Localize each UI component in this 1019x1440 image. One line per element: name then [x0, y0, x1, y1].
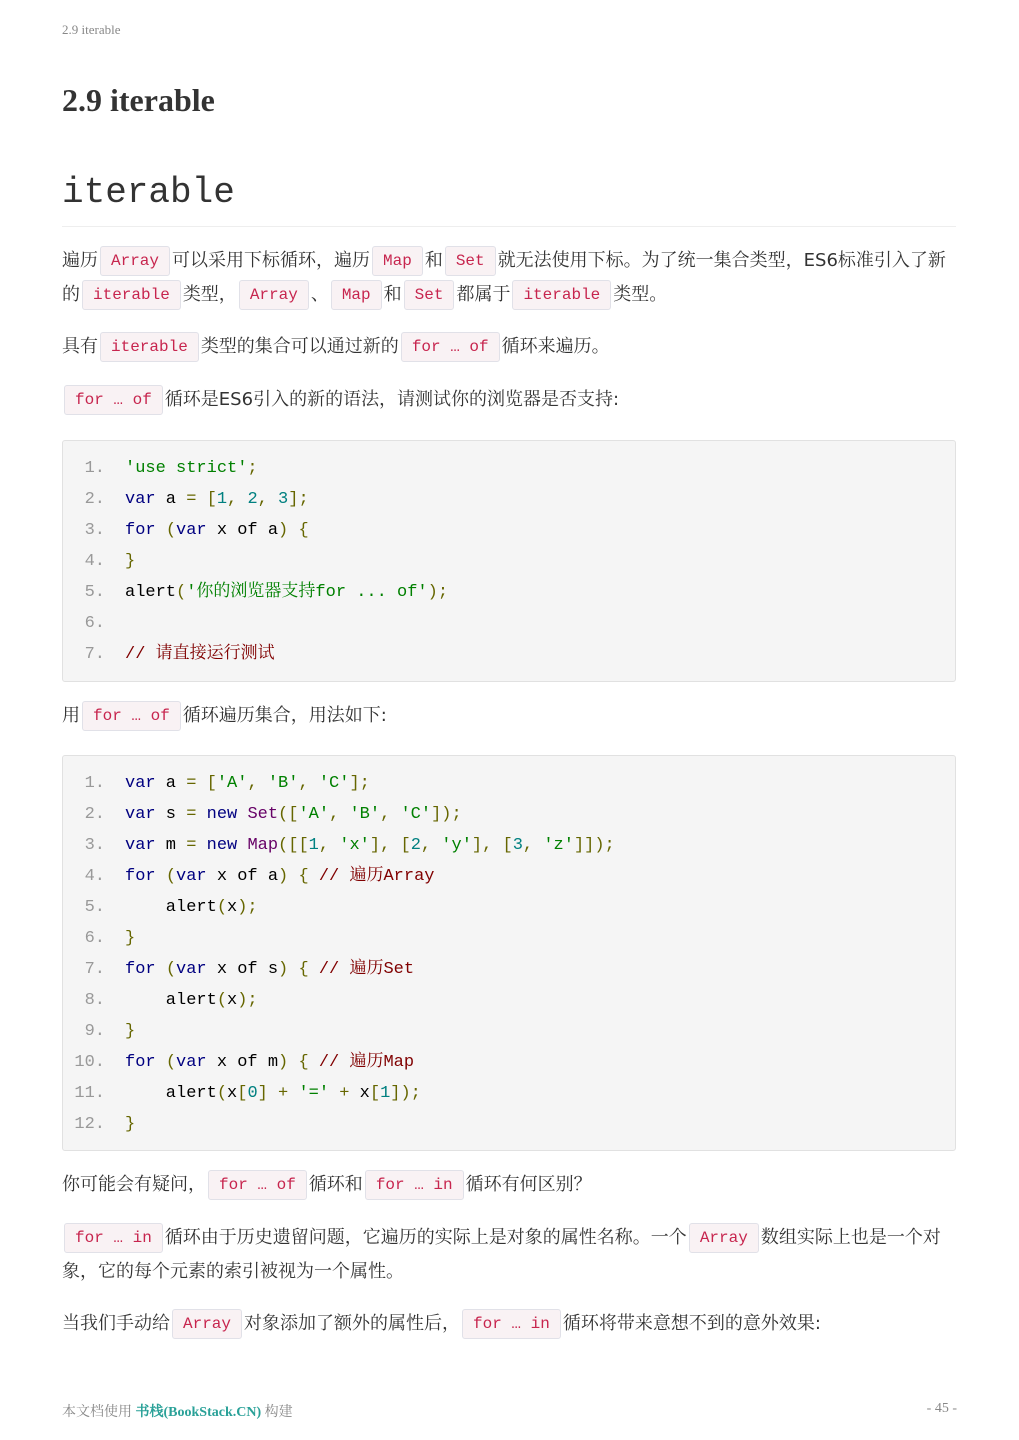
text: 类型， — [182, 284, 237, 305]
section-title: iterable — [62, 168, 956, 227]
code-token: x — [227, 991, 238, 1010]
code-token: alert — [125, 1084, 217, 1103]
line-number: 1. — [84, 459, 105, 478]
code-token — [196, 805, 206, 824]
code-token: 1 — [308, 836, 319, 855]
code-token: // 遍历Set — [318, 960, 415, 979]
line-number: 1. — [84, 774, 105, 793]
code-token: Map — [247, 836, 279, 855]
code-token: alert — [125, 991, 217, 1010]
inline-code: Array — [689, 1223, 759, 1253]
code-token: , — [522, 836, 544, 855]
code-line — [63, 892, 955, 923]
inline-code: iterable — [82, 280, 181, 310]
code-token — [288, 1084, 298, 1103]
code-token: alert — [125, 583, 177, 602]
text: 当我们手动给 — [62, 1313, 170, 1334]
text: 都属于 — [456, 284, 511, 305]
code-token — [237, 805, 247, 824]
code-token: x of a — [206, 521, 279, 540]
line-number: 7. — [84, 960, 105, 979]
code-block-browser-test — [62, 440, 956, 682]
code-token: 'C' — [318, 774, 350, 793]
code-token: , — [257, 490, 279, 509]
code-token — [196, 774, 206, 793]
code-token: ]); — [390, 1084, 421, 1103]
inline-code: for … in — [64, 1223, 163, 1253]
paragraph-iterable-intro — [62, 244, 956, 312]
text: 循环遍历集合，用法如下: — [182, 705, 387, 726]
code-token: 'y' — [441, 836, 472, 855]
inline-code: Map — [331, 280, 382, 310]
code-token: ) — [278, 1053, 289, 1072]
code-token: } — [125, 1115, 136, 1134]
inline-code: for … of — [401, 332, 500, 362]
code-token: + — [278, 1084, 289, 1103]
code-token: ); — [237, 898, 258, 917]
code-line — [63, 546, 955, 577]
code-token: x — [227, 898, 238, 917]
text: 循环由于历史遗留问题，它遍历的实际上是对象的属性名称。一个 — [164, 1227, 687, 1248]
code-token: [ — [206, 490, 217, 509]
code-token — [268, 1084, 278, 1103]
inline-code: for … of — [208, 1170, 307, 1200]
line-number: 2. — [84, 490, 105, 509]
code-token: { — [298, 960, 309, 979]
code-token — [309, 1053, 319, 1072]
code-token: } — [125, 929, 136, 948]
code-token: [ — [369, 1084, 381, 1103]
code-token: , — [318, 836, 340, 855]
text: 你可能会有疑问， — [62, 1174, 206, 1195]
line-number: 11. — [74, 1084, 105, 1103]
text: 和 — [424, 250, 443, 271]
code-text — [125, 985, 258, 1016]
code-token: 'x' — [339, 836, 370, 855]
code-token: 2 — [410, 836, 421, 855]
text: 对象添加了额外的属性后， — [244, 1313, 461, 1334]
code-token: // 遍历Map — [318, 1053, 415, 1072]
code-token: 'C' — [400, 805, 432, 824]
code-token: ); — [427, 583, 449, 602]
code-token: ; — [247, 459, 258, 478]
code-line — [63, 639, 955, 670]
text: 和 — [383, 284, 402, 305]
code-text — [125, 546, 135, 577]
code-token: '=' — [298, 1084, 330, 1103]
line-number: 6. — [84, 614, 105, 633]
code-token: = — [186, 490, 197, 509]
code-token — [156, 1053, 166, 1072]
code-token — [288, 1053, 298, 1072]
code-token: x of m — [206, 1053, 279, 1072]
text: 循环和 — [308, 1174, 363, 1195]
code-text — [125, 923, 135, 954]
code-token: , — [298, 774, 319, 793]
code-token: 3 — [512, 836, 523, 855]
code-token: x — [227, 1084, 238, 1103]
code-token: ]; — [349, 774, 370, 793]
code-token: 1 — [216, 490, 228, 509]
code-token: for — [125, 867, 156, 886]
code-text — [125, 1109, 135, 1140]
inline-code: Array — [100, 246, 170, 276]
text: 类型。 — [613, 284, 668, 305]
code-text — [125, 1016, 135, 1047]
text: 可以采用下标循环，遍历 — [172, 250, 371, 271]
code-line — [63, 830, 955, 861]
code-token: , — [247, 774, 268, 793]
code-line — [63, 608, 955, 639]
code-text — [125, 453, 258, 484]
code-token — [288, 960, 298, 979]
code-token: } — [125, 552, 136, 571]
code-token — [309, 960, 319, 979]
inline-code: Set — [404, 280, 455, 310]
code-token: var — [125, 836, 156, 855]
footer-credit — [62, 1401, 293, 1421]
inline-code: for … in — [462, 1309, 561, 1339]
code-token: var — [176, 867, 207, 886]
code-token: ], [ — [471, 836, 513, 855]
code-token: s — [155, 805, 187, 824]
code-text — [125, 954, 414, 985]
code-token — [237, 836, 247, 855]
code-token: for — [125, 521, 156, 540]
code-token: 'A' — [216, 774, 248, 793]
inline-code: iterable — [512, 280, 611, 310]
code-text — [125, 861, 434, 892]
line-number: 6. — [84, 929, 105, 948]
text: 循环有何区别？ — [465, 1174, 592, 1195]
text: 循环将带来意想不到的意外效果: — [562, 1313, 821, 1334]
code-token — [288, 867, 298, 886]
text: 循环来遍历。 — [501, 336, 610, 357]
code-token: a — [155, 490, 187, 509]
bookstack-link[interactable]: 书栈(BookStack.CN) — [135, 1405, 262, 1420]
code-token — [196, 836, 206, 855]
code-token: { — [298, 521, 309, 540]
code-text — [125, 799, 462, 830]
code-token: var — [125, 490, 156, 509]
page-title: 2.9 iterable — [62, 82, 215, 118]
code-token: ]; — [288, 490, 309, 509]
code-token: ( — [165, 960, 177, 979]
code-token: var — [125, 805, 156, 824]
footer-suffix: 构建 — [264, 1405, 293, 1420]
line-number: 5. — [84, 583, 105, 602]
code-token: 0 — [247, 1084, 258, 1103]
line-number: 10. — [74, 1053, 105, 1072]
code-token: 'use strict' — [125, 459, 248, 478]
text: 循环是ES6引入的新的语法，请测试你的浏览器是否支持: — [164, 389, 620, 410]
code-token: ]); — [431, 805, 462, 824]
code-block-iterate-collections — [62, 755, 956, 1151]
code-line — [63, 799, 955, 830]
line-number: 3. — [84, 836, 105, 855]
paragraph-es6-syntax — [62, 383, 956, 417]
code-line — [63, 1047, 955, 1078]
line-number: 3. — [84, 521, 105, 540]
code-text — [125, 484, 309, 515]
inline-code: Array — [172, 1309, 242, 1339]
code-token: var — [125, 774, 156, 793]
paragraph-for-in-explanation — [62, 1221, 956, 1289]
code-token: a — [155, 774, 187, 793]
code-line — [63, 923, 955, 954]
line-number: 4. — [84, 552, 105, 571]
code-text — [125, 830, 615, 861]
code-token: ( — [216, 898, 228, 917]
code-token: } — [125, 1022, 136, 1041]
code-token: 2 — [247, 490, 258, 509]
code-token: for — [125, 960, 156, 979]
code-token: , — [329, 805, 350, 824]
code-line — [63, 768, 955, 799]
inline-code: for … of — [64, 385, 163, 415]
code-text — [125, 639, 275, 670]
text: 具有 — [62, 336, 98, 357]
code-token: [ — [206, 774, 217, 793]
code-text — [125, 577, 448, 608]
code-token: ( — [176, 583, 187, 602]
line-number: 2. — [84, 805, 105, 824]
code-token: var — [176, 521, 207, 540]
footer-prefix: 本文档使用 — [62, 1405, 132, 1420]
code-token: // 遍历Array — [318, 867, 435, 886]
code-token: ] — [257, 1084, 268, 1103]
code-token: 3 — [278, 490, 289, 509]
code-token: { — [298, 1053, 309, 1072]
code-token — [156, 521, 166, 540]
code-line — [63, 515, 955, 546]
text: 遍历 — [62, 250, 98, 271]
code-token: 1 — [380, 1084, 391, 1103]
code-token: x of a — [206, 867, 279, 886]
code-token: // 请直接运行测试 — [125, 645, 275, 664]
paragraph-usage — [62, 699, 956, 733]
code-line — [63, 1109, 955, 1140]
code-token: new — [206, 836, 238, 855]
code-token: , — [420, 836, 442, 855]
code-token: new — [206, 805, 238, 824]
code-token: = — [186, 836, 197, 855]
code-line — [63, 985, 955, 1016]
code-token: = — [186, 805, 197, 824]
code-line — [63, 861, 955, 892]
code-line — [63, 577, 955, 608]
line-number: 7. — [84, 645, 105, 664]
code-token — [288, 521, 298, 540]
line-number: 9. — [84, 1022, 105, 1041]
code-token: ( — [216, 1084, 228, 1103]
code-token: ) — [278, 867, 289, 886]
code-token: , — [380, 805, 401, 824]
inline-code: for … in — [365, 1170, 464, 1200]
code-token: var — [176, 960, 207, 979]
code-token: x — [349, 1084, 370, 1103]
code-token: alert — [125, 898, 217, 917]
paragraph-question — [62, 1168, 956, 1202]
code-token: ([[ — [278, 836, 309, 855]
text: 数组实际上也是一个对象，它的每个元素的索引被视为一个属性。 — [62, 1227, 941, 1282]
code-token: for — [125, 1053, 156, 1072]
inline-code: for … of — [82, 701, 181, 731]
code-token: ); — [237, 991, 258, 1010]
paragraph-for-in-effect — [62, 1307, 956, 1341]
code-token: , — [227, 490, 248, 509]
code-token: ) — [278, 960, 289, 979]
inline-code: iterable — [100, 332, 199, 362]
code-line — [63, 1016, 955, 1047]
line-number: 5. — [84, 898, 105, 917]
code-line — [63, 484, 955, 515]
code-token — [309, 867, 319, 886]
code-token — [156, 867, 166, 886]
line-number: 8. — [84, 991, 105, 1010]
line-number: 4. — [84, 867, 105, 886]
code-token: { — [298, 867, 309, 886]
text: 用 — [62, 705, 80, 726]
code-token: ([ — [278, 805, 299, 824]
code-token: ( — [165, 867, 177, 886]
code-line — [63, 954, 955, 985]
code-token: 'z' — [543, 836, 574, 855]
code-text — [125, 1078, 421, 1109]
code-token: 'B' — [349, 805, 381, 824]
page-number: - 45 - — [926, 1401, 957, 1416]
code-token: ], [ — [369, 836, 411, 855]
text: 类型的集合可以通过新的 — [200, 336, 399, 357]
code-token: Set — [247, 805, 279, 824]
code-token: x of s — [206, 960, 279, 979]
code-text — [125, 515, 309, 546]
paragraph-iterable-for-of — [62, 330, 956, 364]
code-token — [196, 490, 206, 509]
text: 、 — [310, 284, 329, 305]
code-line — [63, 1078, 955, 1109]
text: 就无法使用下标。为了统一集合类型，ES6标准引入了新的 — [62, 250, 946, 305]
inline-code: Map — [372, 246, 423, 276]
inline-code: Array — [239, 280, 309, 310]
code-token: 'B' — [267, 774, 299, 793]
code-token: '你的浏览器支持for ... of' — [186, 583, 428, 602]
code-token: = — [186, 774, 197, 793]
code-token — [329, 1084, 339, 1103]
code-token: ) — [278, 521, 289, 540]
code-token: 'A' — [298, 805, 330, 824]
code-token: [ — [237, 1084, 248, 1103]
code-token: var — [176, 1053, 207, 1072]
code-token: + — [339, 1084, 350, 1103]
code-text — [125, 1047, 414, 1078]
running-header: 2.9 iterable — [62, 22, 121, 37]
code-line — [63, 453, 955, 484]
line-number: 12. — [74, 1115, 105, 1134]
inline-code: Set — [445, 246, 496, 276]
code-token: m — [155, 836, 187, 855]
code-text — [125, 892, 258, 923]
code-token: ( — [165, 1053, 177, 1072]
code-token: ( — [165, 521, 177, 540]
code-token: ]]); — [573, 836, 615, 855]
code-token — [156, 960, 166, 979]
code-token: ( — [216, 991, 228, 1010]
code-text — [125, 768, 370, 799]
